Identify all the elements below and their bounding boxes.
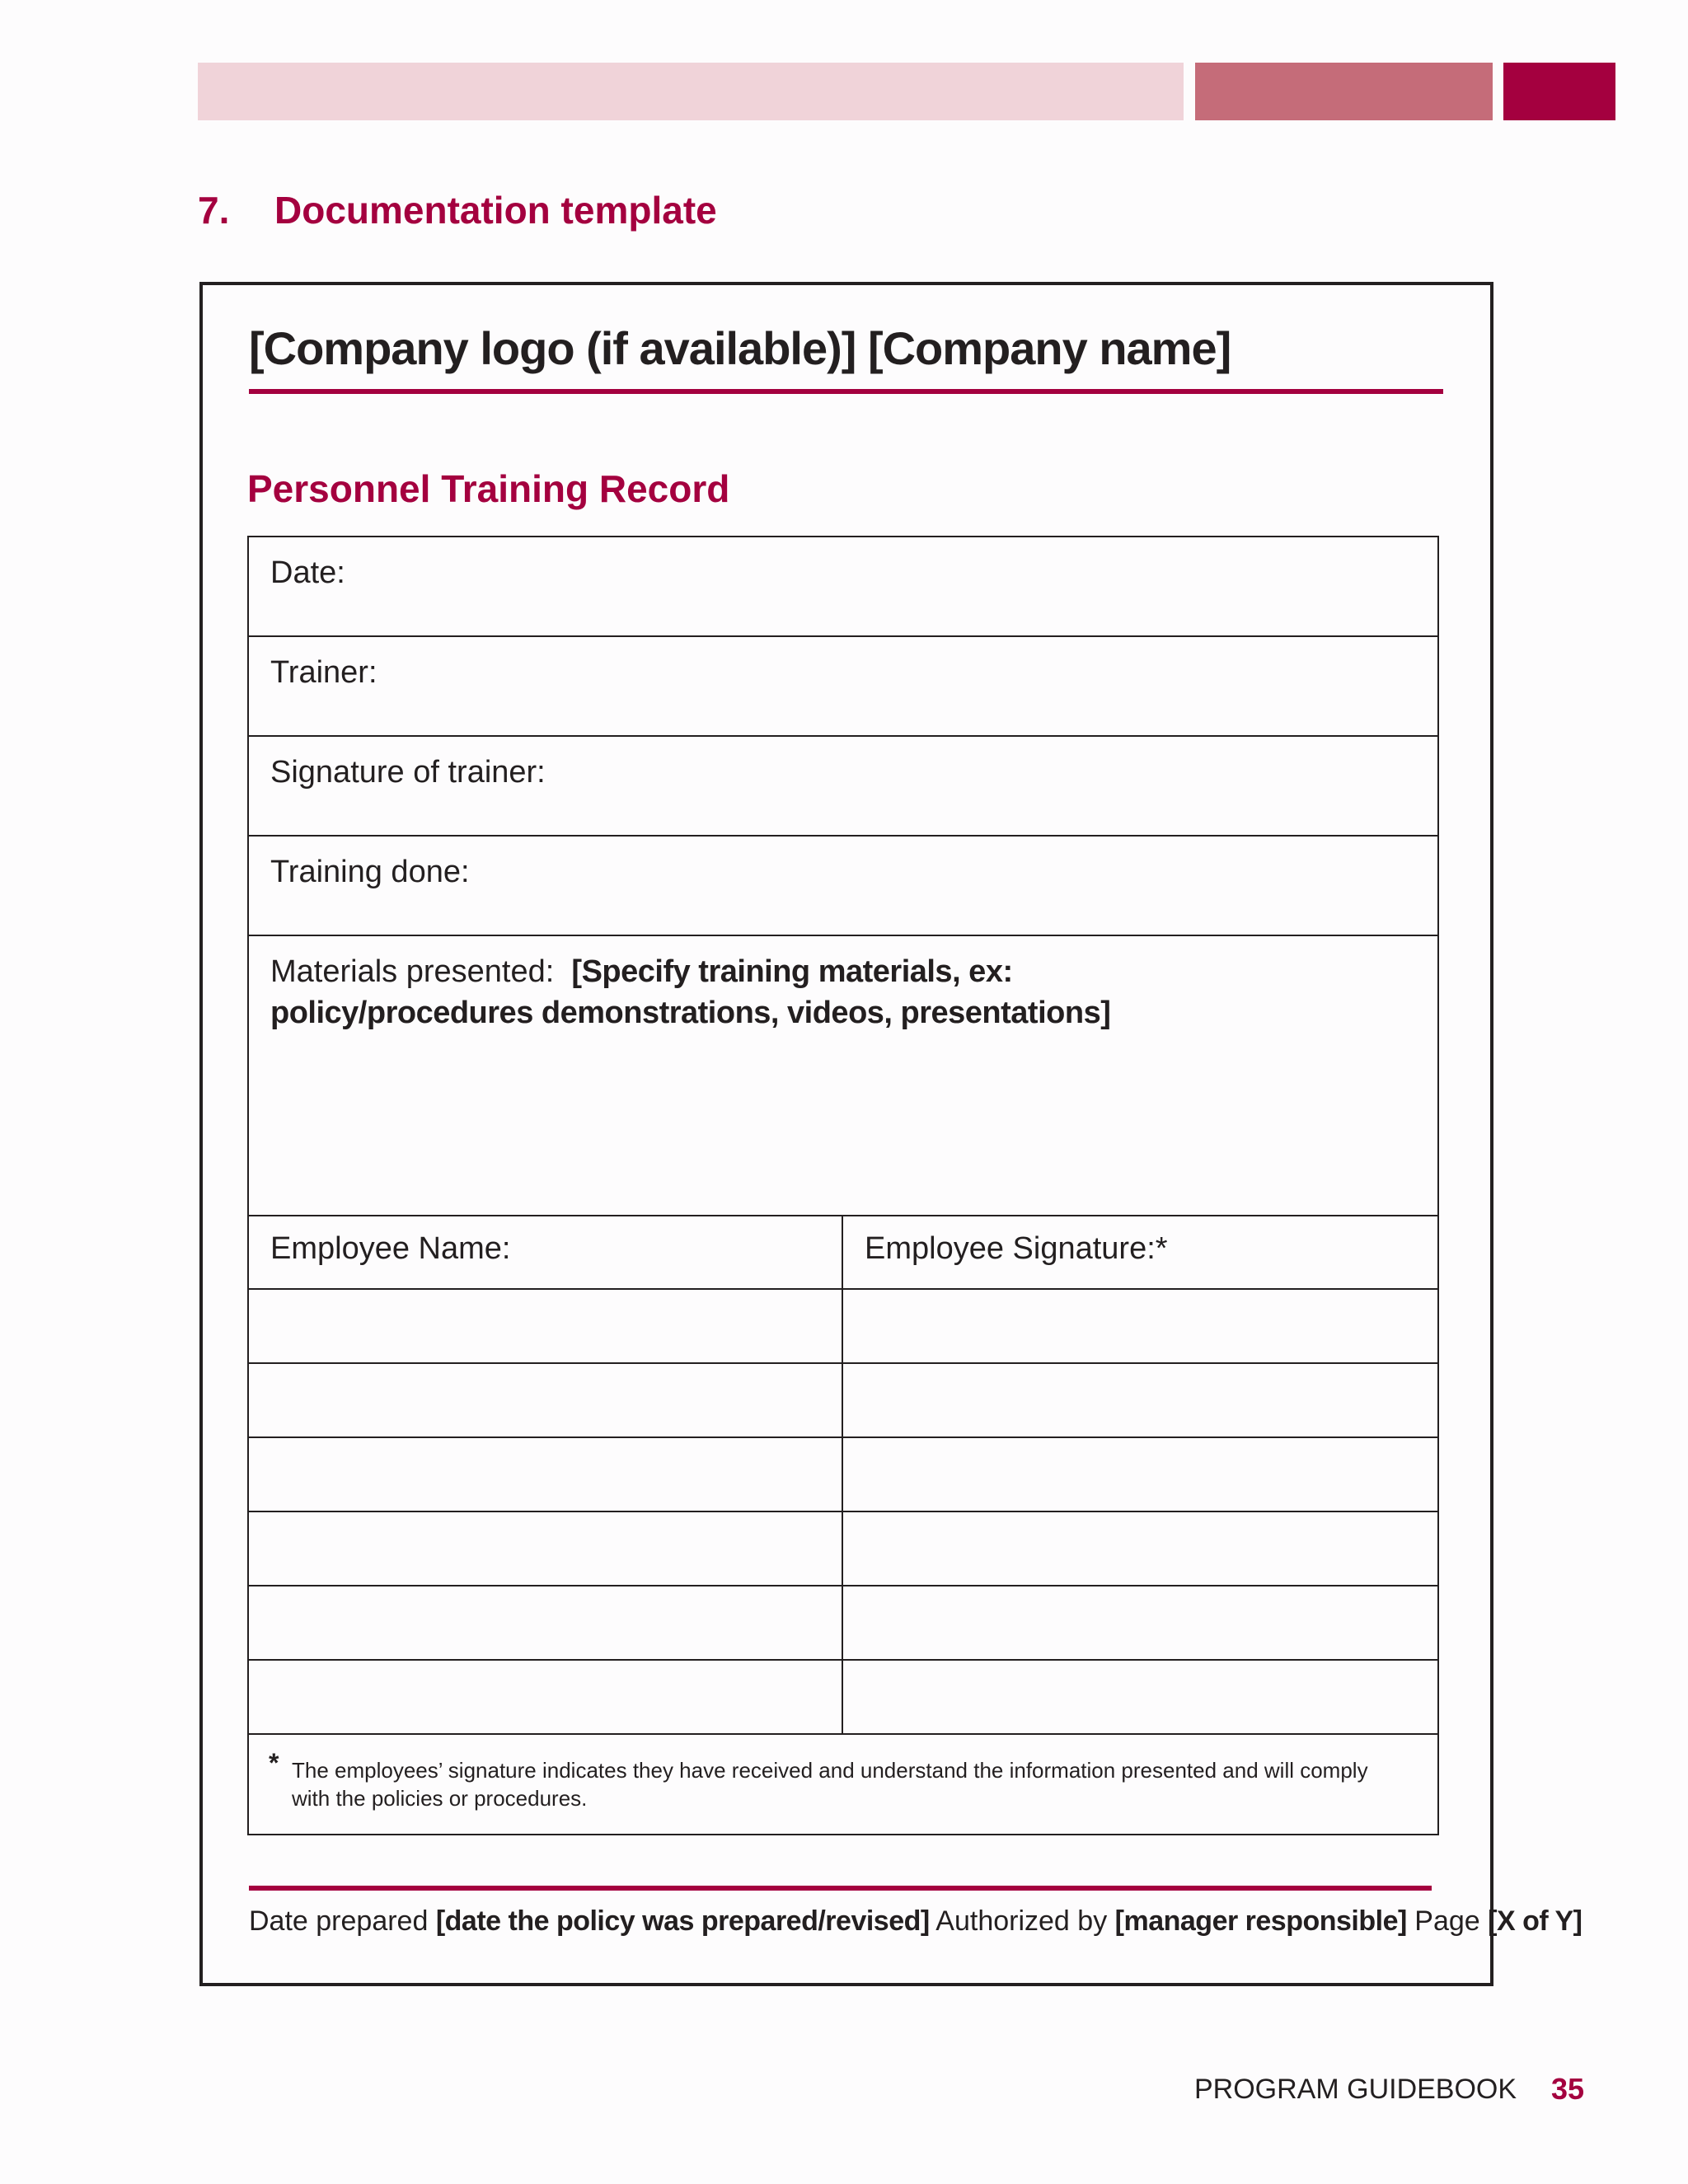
employee-signature-header xyxy=(843,1216,1437,1288)
template-footer xyxy=(249,1905,1582,1938)
date-label: Date: xyxy=(270,555,345,590)
employee-row xyxy=(249,1586,1437,1661)
materials-row[interactable] xyxy=(249,936,1437,1216)
signature-note-row xyxy=(249,1735,1437,1834)
employee-name-cell[interactable] xyxy=(249,1290,843,1362)
header-bar-light xyxy=(198,63,1184,120)
employee-row xyxy=(249,1661,1437,1735)
employee-row xyxy=(249,1512,1437,1586)
header-bar-medium xyxy=(1195,63,1493,120)
running-footer-title: PROGRAM GUIDEBOOK xyxy=(1194,2074,1517,2105)
trainer-signature-label: Signature of trainer: xyxy=(270,755,546,790)
section-title: Documentation template xyxy=(274,189,717,232)
date-prepared-label: Date prepared xyxy=(249,1905,429,1937)
date-row[interactable] xyxy=(249,537,1437,637)
date-prepared-value: [date the policy was prepared/revised] xyxy=(435,1905,930,1937)
materials-text xyxy=(270,951,1273,1033)
employee-name-cell[interactable] xyxy=(249,1586,843,1659)
training-record-form xyxy=(247,536,1439,1835)
materials-placeholder: [Specify training materials, ex: policy/procedures demonstrations, videos, presentations] xyxy=(270,954,1111,1030)
employee-signature-cell[interactable] xyxy=(843,1438,1437,1511)
employee-row xyxy=(249,1364,1437,1438)
employee-name-cell[interactable] xyxy=(249,1364,843,1436)
signature-note: The employees’ signature indicates they have received and understand the information presented and will comply with the policies or procedures. xyxy=(292,1758,1368,1811)
header-bar-dark xyxy=(1503,63,1615,120)
authorized-by-value: [manager responsible] xyxy=(1114,1905,1407,1937)
page-of-label: Page xyxy=(1414,1905,1480,1937)
employee-signature-cell[interactable] xyxy=(843,1364,1437,1436)
employee-name-cell[interactable] xyxy=(249,1512,843,1585)
trainer-signature-row[interactable] xyxy=(249,737,1437,837)
employee-name-label: Employee Name: xyxy=(270,1231,511,1266)
employee-signature-cell[interactable] xyxy=(843,1290,1437,1362)
form-title: Personnel Training Record xyxy=(247,467,730,510)
employee-signature-label: Employee Signature:* xyxy=(865,1231,1168,1266)
materials-label: Materials presented: xyxy=(270,954,555,989)
authorized-by-label: Authorized by xyxy=(935,1905,1108,1937)
trainer-row[interactable] xyxy=(249,637,1437,737)
header-rule xyxy=(249,389,1443,394)
employee-signature-cell[interactable] xyxy=(843,1512,1437,1585)
footer-rule xyxy=(249,1886,1432,1891)
section-number: 7. xyxy=(198,189,230,232)
employee-header-row xyxy=(249,1216,1437,1290)
training-done-row[interactable] xyxy=(249,837,1437,936)
training-done-label: Training done: xyxy=(270,855,470,889)
employee-row xyxy=(249,1290,1437,1364)
page-of-value: [X of Y] xyxy=(1488,1905,1582,1937)
section-heading xyxy=(198,188,717,232)
employee-name-cell[interactable] xyxy=(249,1438,843,1511)
company-header: [Company logo (if available)] [Company name] xyxy=(249,322,1231,374)
employee-signature-cell[interactable] xyxy=(843,1661,1437,1733)
footnote-marker: * xyxy=(269,1748,279,1778)
employee-name-header xyxy=(249,1216,843,1288)
trainer-label: Trainer: xyxy=(270,655,377,690)
employee-name-cell[interactable] xyxy=(249,1661,843,1733)
page-number: 35 xyxy=(1551,2072,1585,2106)
employee-signature-cell[interactable] xyxy=(843,1586,1437,1659)
employee-row xyxy=(249,1438,1437,1512)
